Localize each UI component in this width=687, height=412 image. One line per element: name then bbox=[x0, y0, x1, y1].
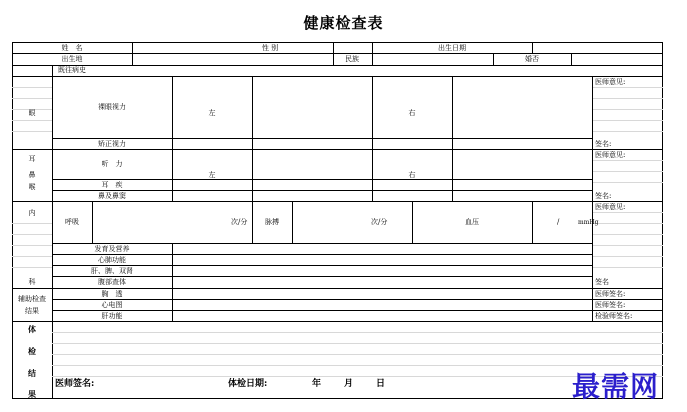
form-title: 健康检查表 bbox=[303, 14, 384, 32]
aux-signature-3: 检验师签名: bbox=[595, 312, 633, 320]
label-liver-function: 肝功能 bbox=[101, 312, 123, 320]
label-marital: 婚否 bbox=[525, 55, 539, 63]
section-result-1: 体 bbox=[28, 324, 36, 334]
section-result-2: 检 bbox=[28, 346, 36, 356]
label-birth-date: 出生日期 bbox=[438, 44, 466, 52]
section-result-4: 果 bbox=[28, 389, 36, 399]
label-ear-disease: 耳 疾 bbox=[101, 181, 123, 189]
aux-signature-2: 医师签名: bbox=[595, 301, 626, 309]
internal-doctor-opinion: 医师意见: bbox=[595, 203, 626, 211]
bp-unit: mmHg bbox=[578, 219, 599, 226]
bp-separator: / bbox=[557, 218, 560, 226]
label-organs: 肝、脾、双肾 bbox=[91, 267, 133, 275]
aux-signature-1: 医师签名: bbox=[595, 290, 626, 298]
label-chest-xray: 胸 透 bbox=[101, 290, 123, 298]
ent-left: 左 bbox=[208, 171, 216, 179]
label-birthplace: 出生地 bbox=[61, 55, 83, 63]
eye-signature: 签名: bbox=[595, 140, 612, 148]
section-internal-top: 内 bbox=[28, 209, 36, 217]
eye-left: 左 bbox=[208, 109, 216, 117]
label-bp: 血压 bbox=[465, 218, 479, 226]
label-corrected-vision: 矫正视力 bbox=[98, 140, 126, 148]
label-cardiopulmonary: 心肺功能 bbox=[98, 256, 126, 264]
label-hearing: 听 力 bbox=[101, 160, 123, 168]
section-eye: 眼 bbox=[28, 109, 36, 117]
label-name: 姓 名 bbox=[61, 44, 83, 52]
label-ethnicity: 民族 bbox=[345, 55, 359, 63]
section-internal-bottom: 科 bbox=[28, 278, 36, 286]
label-naked-vision: 裸眼视力 bbox=[98, 103, 126, 111]
result-year: 年 bbox=[312, 379, 322, 389]
section-aux-line1: 辅助检查 bbox=[18, 295, 46, 303]
label-abdomen: 腹部查体 bbox=[98, 278, 126, 286]
internal-signature: 签名 bbox=[595, 278, 609, 286]
section-aux-line2: 结果 bbox=[25, 307, 39, 315]
section-result-3: 结 bbox=[28, 368, 36, 378]
eye-right: 右 bbox=[408, 109, 416, 117]
watermark-logo: 最需网 bbox=[572, 370, 660, 403]
label-gender: 性 别 bbox=[261, 44, 279, 52]
section-throat: 喉 bbox=[28, 183, 36, 191]
result-date-label: 体检日期: bbox=[228, 379, 268, 389]
result-doctor-signature: 医师签名: bbox=[55, 379, 95, 389]
label-breath: 呼吸 bbox=[65, 218, 79, 226]
section-nose: 鼻 bbox=[28, 171, 36, 179]
label-pulse: 脉搏 bbox=[265, 218, 279, 226]
ent-signature: 签名: bbox=[595, 192, 612, 200]
label-history: 既往病史 bbox=[58, 66, 86, 74]
result-day: 日 bbox=[376, 379, 386, 389]
label-development: 发育及营养 bbox=[94, 245, 130, 253]
label-nasal: 鼻及鼻窦 bbox=[98, 192, 126, 200]
ent-doctor-opinion: 医师意见: bbox=[595, 151, 626, 159]
breath-unit: 次/分 bbox=[231, 218, 248, 226]
ent-right: 右 bbox=[408, 171, 416, 179]
result-month: 月 bbox=[344, 379, 354, 389]
section-ear: 耳 bbox=[28, 155, 36, 163]
pulse-unit: 次/分 bbox=[371, 218, 388, 226]
eye-doctor-opinion: 医师意见: bbox=[595, 78, 626, 86]
label-ecg: 心电图 bbox=[101, 301, 123, 309]
